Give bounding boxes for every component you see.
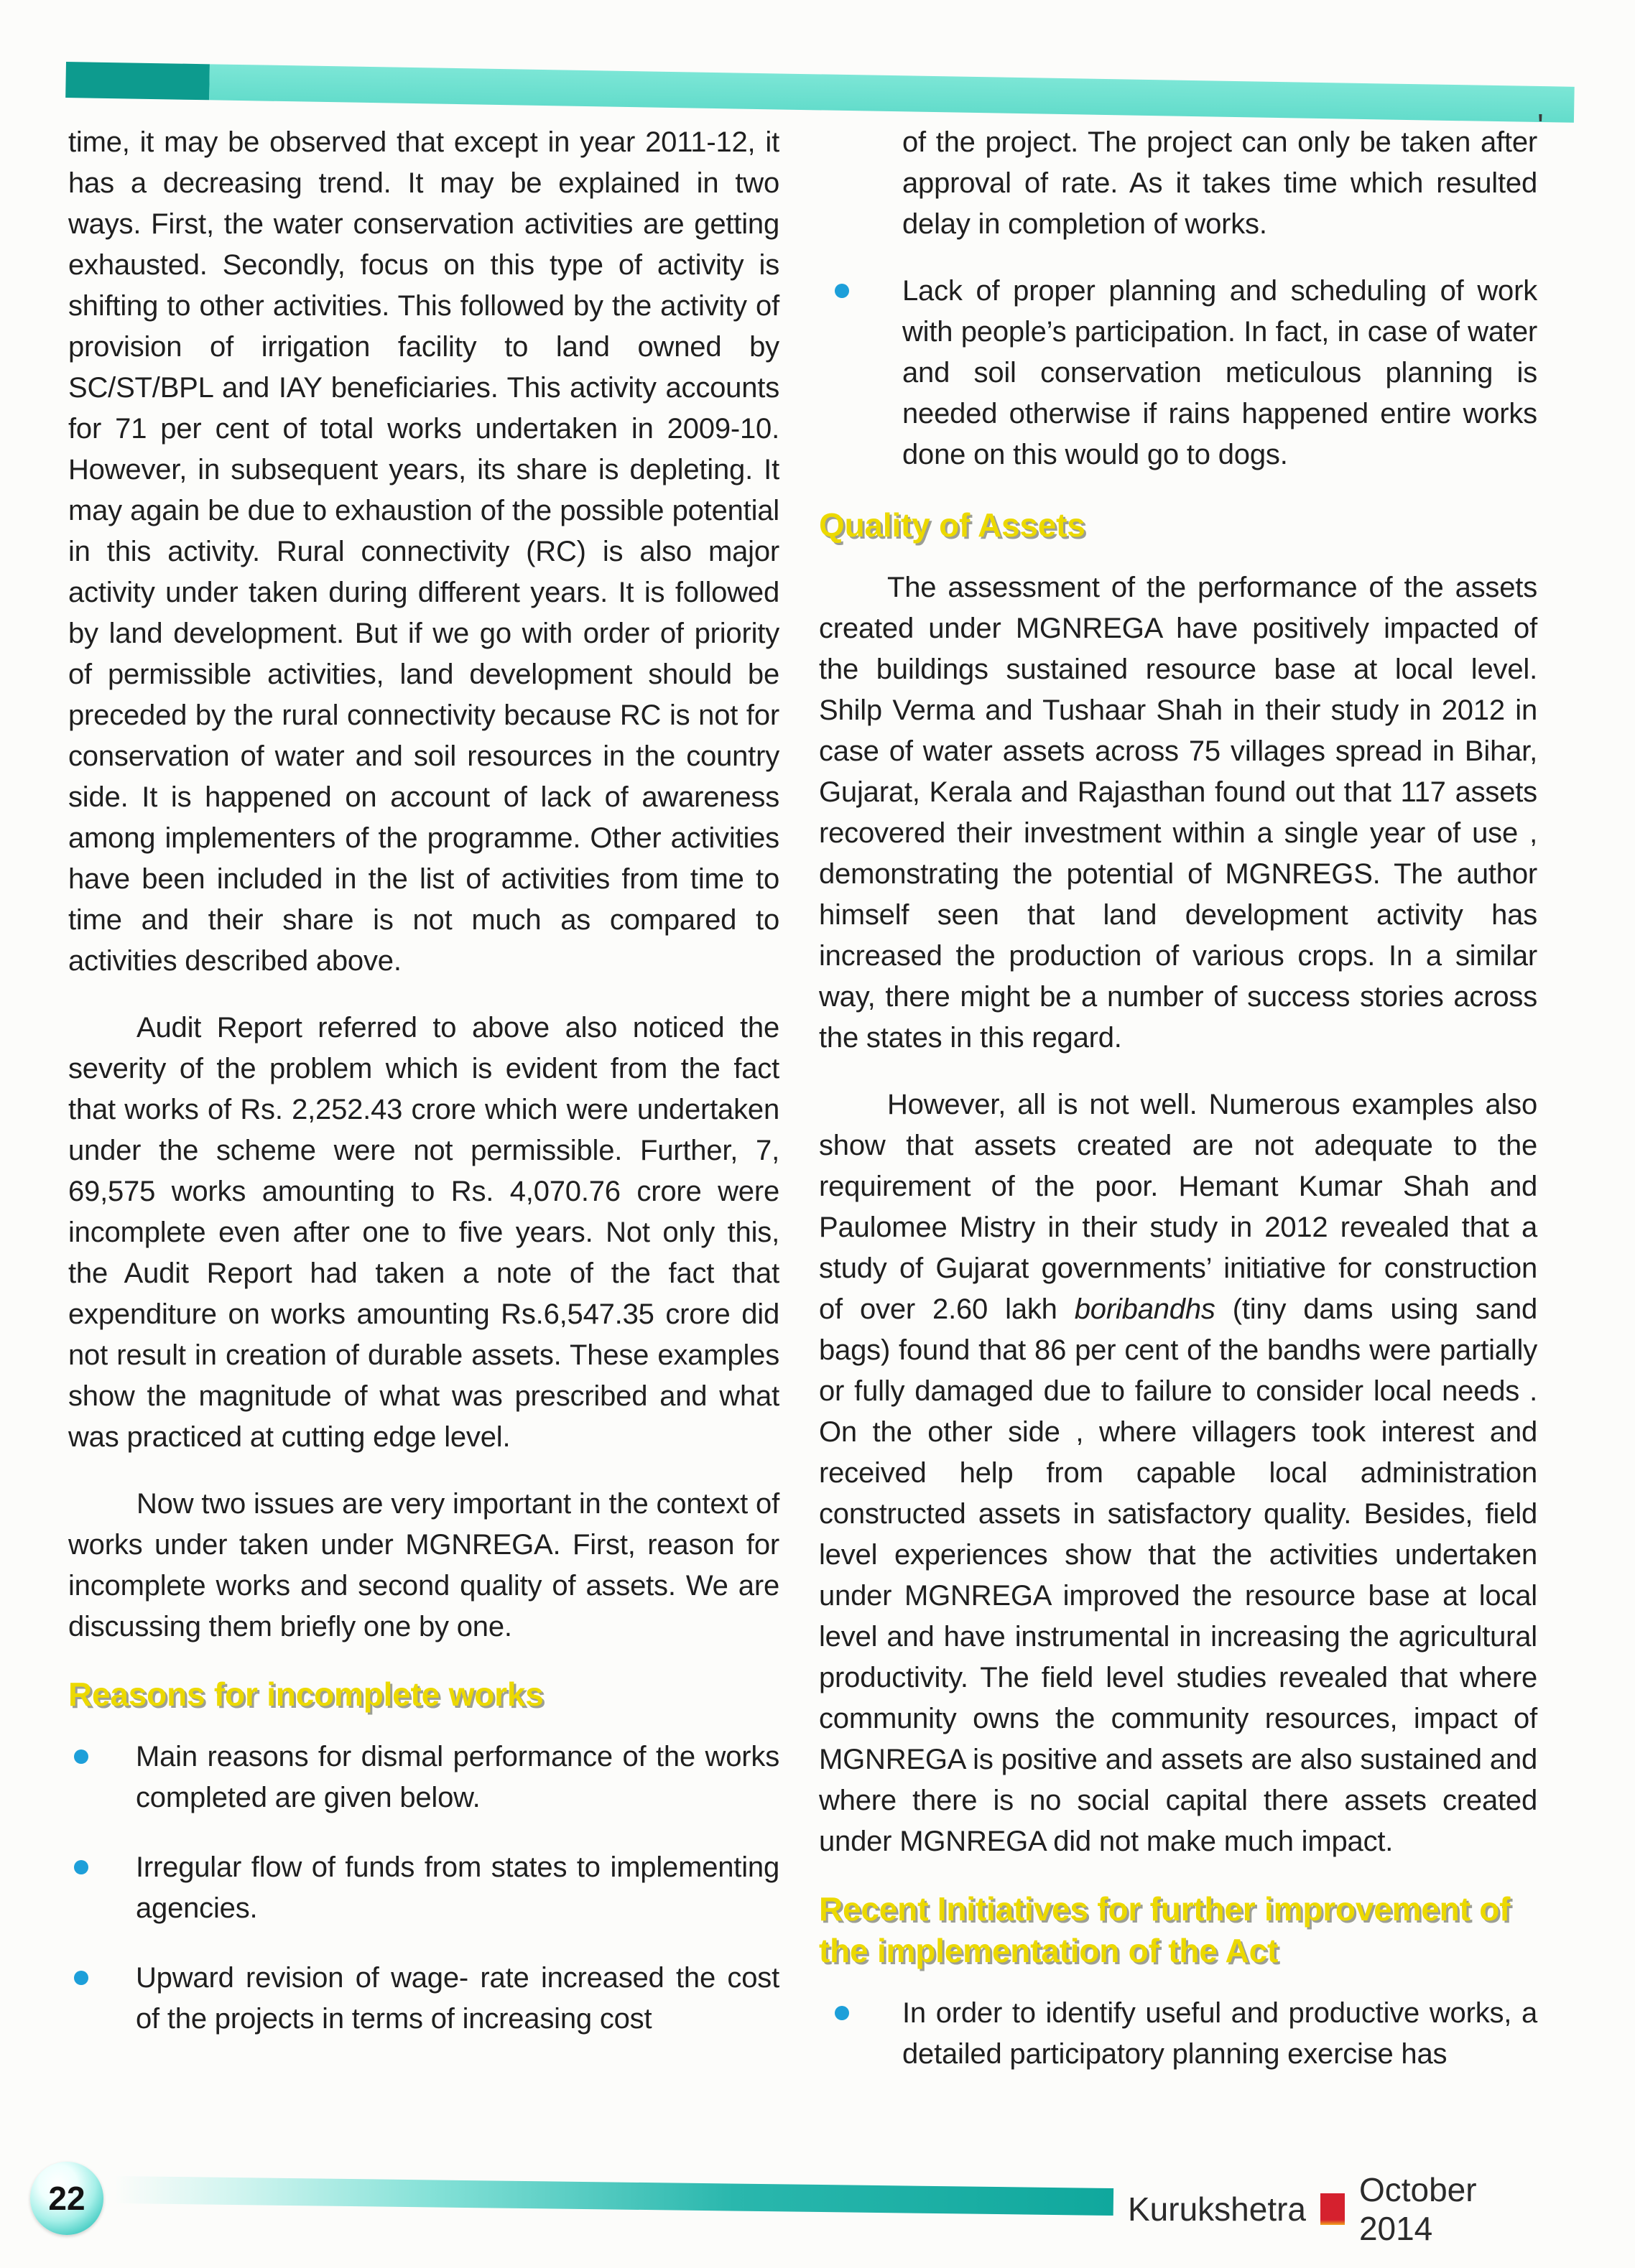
bullet-dot-icon — [835, 284, 849, 298]
footer-meta — [1128, 2170, 1559, 2248]
italic-term-boribandhs: boribandhs — [1074, 1293, 1215, 1325]
left-column — [68, 122, 779, 2068]
footer-square-icon — [1320, 2193, 1345, 2225]
bullet-dot-icon — [835, 2006, 849, 2020]
right-column — [819, 122, 1537, 2104]
footer-issue-date: October 2014 — [1358, 2171, 1477, 2247]
body-paragraph-assessment: The assessment of the performance of the assets created under MGNREGA have positively impacted of the buildings sustained resource base at local level. Shilp Verma and Tushaar Shah in their study in 2012 in case of water assets across 75 villages spread in Bihar, Gujarat, Kerala and Rajasthan found out that 117 assets recovered their investment within a single year of use , demonstrating the potential of MGNREGS. The author himself seen that land development activity has increased the production of various crops. In a similar way, there might be a number of success stories across the states in this regard. — [819, 572, 1537, 1054]
bullet-text: In order to identify useful and productive works, a detailed participatory planning exercise has — [902, 1997, 1537, 2070]
top-decorative-bar — [65, 62, 1575, 123]
stray-scan-mark: ' — [1537, 107, 1544, 144]
bullet-dot-icon — [74, 1860, 88, 1874]
bullet-item-lack-of-planning — [819, 271, 1537, 475]
body-paragraph-project-continuation: of the project. The project can only be taken after approval of rate. As it takes time which resulted delay in completion of works. — [902, 126, 1537, 240]
bullet-item-identify-works — [819, 1993, 1537, 2075]
body-paragraph-however — [819, 1084, 1537, 1862]
section-heading-reasons-incomplete-works: Reasons for incomplete works — [68, 1676, 544, 1713]
body-paragraph-two-issues: Now two issues are very important in the context of works under taken under MGNREGA. First, reason for incomplete works and second quality of assets. We are discussing them briefly one by one. — [68, 1488, 779, 1642]
bullet-text: Main reasons for dismal performance of the works completed are given below. — [136, 1741, 779, 1813]
section-heading-quality-of-assets: Quality of Assets — [819, 506, 1085, 544]
top-bar-light-strip — [209, 64, 1575, 122]
section-heading-recent-initiatives: Recent Initiatives for further improvement of the implementation of the Act — [819, 1890, 1511, 1969]
bullet-dot-icon — [74, 1971, 88, 1985]
bullet-text: Irregular flow of funds from states to implementing agencies. — [136, 1851, 779, 1924]
footer-decorative-bar — [114, 2176, 1113, 2216]
bullet-item-main-reasons — [68, 1737, 779, 1818]
bullet-item-irregular-funds — [68, 1847, 779, 1929]
page-number-badge — [30, 2162, 103, 2235]
however-text-part1: However, all is not well. Numerous examples also show that assets created are not adequate to the requirement of the poor. Hemant Kumar Shah and Paulomee Mistry in their study in 2012 revealed that a study of Gujarat governments’ initiative for construction of over 2.60 lakh — [819, 1089, 1537, 1325]
top-bar-dark-block — [65, 62, 210, 100]
bullet-text: Upward revision of wage- rate increased the cost of the projects in terms of increasing cost — [136, 1962, 779, 2035]
page-number: 22 — [48, 2180, 85, 2217]
bullet-dot-icon — [74, 1749, 88, 1764]
however-text-part2: (tiny dams using sand bags) found that 86 per cent of the bandhs were partially or fully damaged due to failure to consider local needs . On the other side , where villagers took interest and received help from capable local administration constructed assets in satisfactory quality. Besides, field level experiences show that the activities undertaken under MGNREGA improved the resource base at local level and have instrumental in increasing the agricultural productivity. The field level studies revealed that where community owns the community resources, impact of MGNREGA is positive and assets are also sustained and where there is no social capital there assets created under MGNREGA did not make much impact. — [819, 1293, 1537, 1857]
bullet-text: Lack of proper planning and scheduling of work with people’s participation. In fact, in case of water and soil conservation meticulous planning is needed otherwise if rains happened entire works done on this would go to dogs. — [902, 275, 1537, 470]
body-paragraph-audit-report: Audit Report referred to above also noticed the severity of the problem which is evident from the fact that works of Rs. 2,252.43 crore which were undertaken under the scheme were not permissible. Further, 7, 69,575 works amounting to Rs. 4,070.76 crore were incomplete even after one to five years. Not only this, the Audit Report had taken a note of the fact that expenditure on works amounting Rs.6,547.35 crore did not result in creation of durable assets. These examples show the magnitude of what was prescribed and what was practiced at cutting edge level. — [68, 1012, 779, 1453]
body-paragraph-continuation: time, it may be observed that except in year 2011-12, it has a decreasing trend. It may be explained in two ways. First, the water conservation activities are getting exhausted. Secondly, focus on this type of activity is shifting to other activities. This followed by the activity of provision of irrigation facility to land owned by SC/ST/BPL and IAY beneficiaries. This activity accounts for 71 per cent of total works undertaken in 2009-10. However, in subsequent years, its share is depleting. It may again be due to exhaustion of the possible potential in this activity. Rural connectivity (RC) is also major activity under taken during different years. It is followed by land development. But if we go with order of priority of permissible activities, land development should be preceded by the rural connectivity because RC is not for conservation of water and soil resources in the country side. It is happened on account of lack of awareness among implementers of the programme. Other activities have been included in the list of activities from time to time and their share is not much as compared to activities described above. — [68, 126, 779, 977]
footer-magazine-name: Kurukshetra — [1128, 2190, 1307, 2228]
bullet-item-wage-revision — [68, 1958, 779, 2040]
